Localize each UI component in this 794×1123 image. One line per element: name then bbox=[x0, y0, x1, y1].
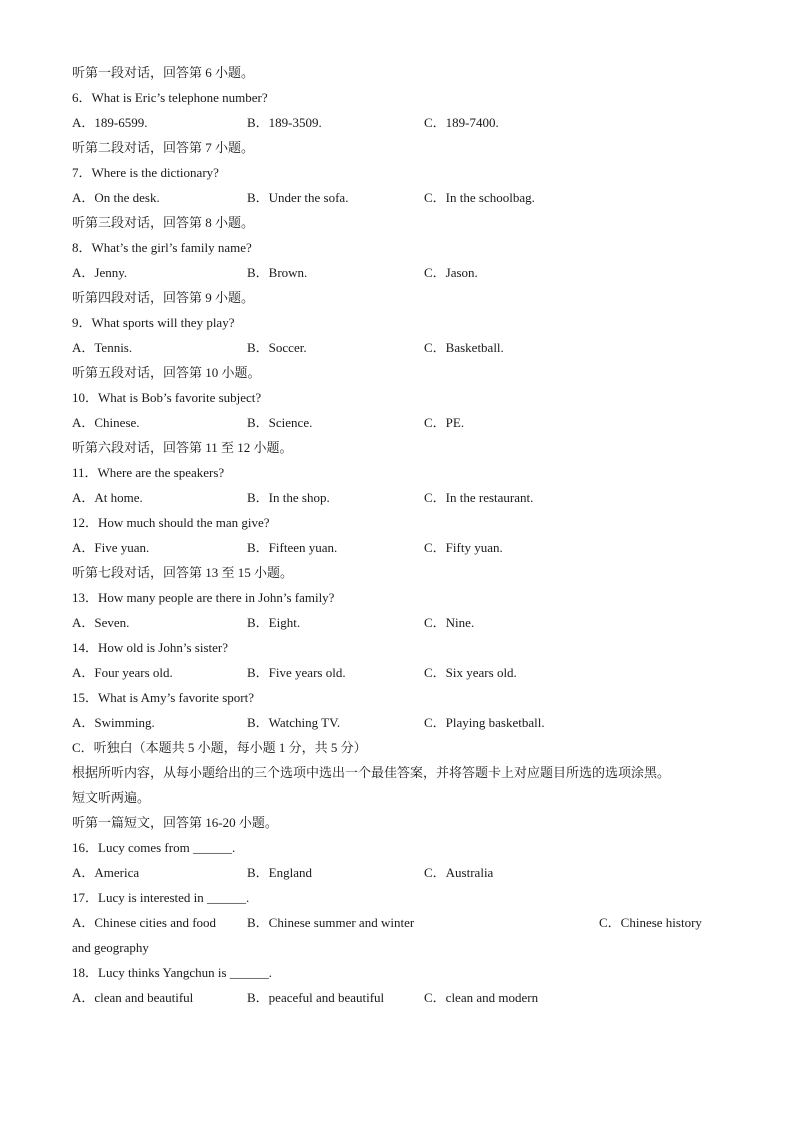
option-b: B．peaceful and beautiful bbox=[247, 990, 385, 1005]
option-c: C．189-7400. bbox=[424, 115, 499, 130]
options-row bbox=[72, 260, 722, 285]
option-a: A．Chinese. bbox=[72, 415, 140, 430]
text-line: C．听独白（本题共 5 小题，每小题 1 分，共 5 分） bbox=[72, 740, 367, 755]
text-line: 听第五段对话，回答第 10 小题。 bbox=[72, 365, 261, 380]
text-line: 听第一段对话，回答第 6 小题。 bbox=[72, 65, 255, 80]
option-c: C．In the restaurant. bbox=[424, 490, 534, 505]
text-line: 10．What is Bob’s favorite subject? bbox=[72, 390, 262, 405]
text-line: 听第六段对话，回答第 11 至 12 小题。 bbox=[72, 440, 293, 455]
text-line: 听第三段对话，回答第 8 小题。 bbox=[72, 215, 255, 230]
options-row bbox=[72, 660, 722, 685]
option-c: C．In the schoolbag. bbox=[424, 190, 535, 205]
option-c: C．Playing basketball. bbox=[424, 715, 545, 730]
text-line: 短文听两遍。 bbox=[72, 790, 151, 805]
options-row bbox=[72, 985, 722, 1010]
option-a: A．Swimming. bbox=[72, 715, 155, 730]
option-a: A．America bbox=[72, 865, 140, 880]
text-line: 14．How old is John’s sister? bbox=[72, 640, 229, 655]
options-row bbox=[72, 710, 722, 735]
options-row bbox=[72, 335, 722, 360]
option-b: B．Chinese summer and winter bbox=[247, 915, 415, 930]
options-row bbox=[72, 410, 722, 435]
text-line: 听第一篇短文，回答第 16-20 小题。 bbox=[72, 815, 278, 830]
options-row bbox=[72, 610, 722, 635]
option-c: C．Six years old. bbox=[424, 665, 517, 680]
text-line: 听第七段对话，回答第 13 至 15 小题。 bbox=[72, 565, 294, 580]
options-row bbox=[72, 110, 722, 135]
text-line: 13．How many people are there in John’s family? bbox=[72, 590, 335, 605]
option-b: B．Fifteen yuan. bbox=[247, 540, 338, 555]
option-b: B．Under the sofa. bbox=[247, 190, 349, 205]
options-row bbox=[72, 485, 722, 510]
option-a: A．189-6599. bbox=[72, 115, 148, 130]
option-b: B．Watching TV. bbox=[247, 715, 341, 730]
option-c: C．Fifty yuan. bbox=[424, 540, 503, 555]
option-a: A．Four years old. bbox=[72, 665, 173, 680]
text-line: 17．Lucy is interested in ______. bbox=[72, 890, 250, 905]
text-line: 11．Where are the speakers? bbox=[72, 465, 225, 480]
option-b: B．Soccer. bbox=[247, 340, 307, 355]
option-b: B．Five years old. bbox=[247, 665, 346, 680]
option-b: B．189-3509. bbox=[247, 115, 322, 130]
option-a: A．Chinese cities and food bbox=[72, 915, 217, 930]
text-line: and geography bbox=[72, 940, 149, 955]
option-b: B．Science. bbox=[247, 415, 313, 430]
text-line: 9．What sports will they play? bbox=[72, 315, 235, 330]
option-a: A．Tennis. bbox=[72, 340, 133, 355]
option-c: C．Australia bbox=[424, 865, 494, 880]
text-line: 8．What’s the girl’s family name? bbox=[72, 240, 252, 255]
options-row bbox=[72, 860, 722, 885]
options-row bbox=[72, 910, 722, 935]
option-a: A．At home. bbox=[72, 490, 143, 505]
text-line: 18．Lucy thinks Yangchun is ______. bbox=[72, 965, 273, 980]
text-line: 16．Lucy comes from ______. bbox=[72, 840, 236, 855]
text-line: 听第二段对话，回答第 7 小题。 bbox=[72, 140, 255, 155]
option-a: A．On the desk. bbox=[72, 190, 160, 205]
option-c: C．Jason. bbox=[424, 265, 478, 280]
option-a: A．Jenny. bbox=[72, 265, 128, 280]
options-row bbox=[72, 185, 722, 210]
option-b: B．Brown. bbox=[247, 265, 308, 280]
text-line: 15．What is Amy’s favorite sport? bbox=[72, 690, 254, 705]
option-b: B．Eight. bbox=[247, 615, 301, 630]
text-line: 根据所听内容，从每小题给出的三个选项中选出一个最佳答案，并将答题卡上对应题目所选的选项涂黑。 bbox=[72, 765, 671, 780]
option-c: C．Chinese history bbox=[599, 915, 702, 930]
options-row bbox=[72, 535, 722, 560]
option-c: C．PE. bbox=[424, 415, 465, 430]
option-b: B．In the shop. bbox=[247, 490, 330, 505]
option-c: C．Nine. bbox=[424, 615, 475, 630]
exam-page bbox=[72, 60, 722, 1010]
text-line: 12．How much should the man give? bbox=[72, 515, 270, 530]
option-a: A．Five yuan. bbox=[72, 540, 150, 555]
option-b: B．England bbox=[247, 865, 312, 880]
option-a: A．clean and beautiful bbox=[72, 990, 194, 1005]
text-line: 6．What is Eric’s telephone number? bbox=[72, 90, 268, 105]
text-line: 7．Where is the dictionary? bbox=[72, 165, 219, 180]
text-line: 听第四段对话，回答第 9 小题。 bbox=[72, 290, 255, 305]
option-c: C．clean and modern bbox=[424, 990, 539, 1005]
option-a: A．Seven. bbox=[72, 615, 130, 630]
option-c: C．Basketball. bbox=[424, 340, 504, 355]
